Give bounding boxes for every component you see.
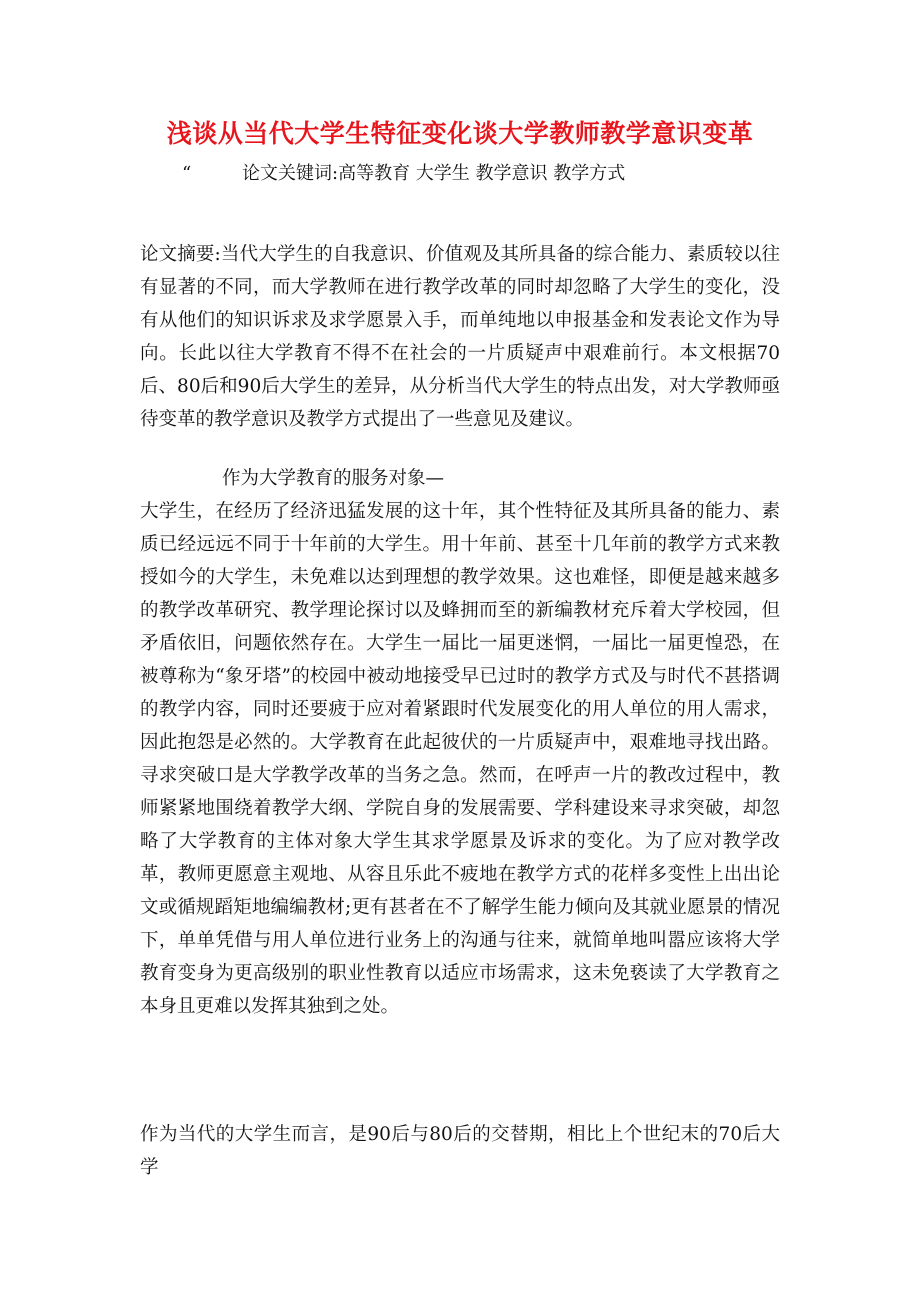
- document-title: 浅谈从当代大学生特征变化谈大学教师教学意识变革: [166, 119, 754, 148]
- body-paragraph-1: 大学生，在经历了经济迅猛发展的这十年，其个性特征及其所具备的能力、素质已经远远不同于十年前的大学生。用十年前、甚至十几年前的教学方式来教授如今的大学生，未免难以达到理想的教学效果。这也难怪，即便是越来越多的教学改革研究、教学理论探讨以及蜂拥而至的新编教材充斥着大学校园，但矛盾依旧，问题依然存在。大学生一届比一届更迷惘，一届比一届更惶恐，在被尊称为“象牙塔”的校园中被动地接受早已过时的教学方式及与时代不甚搭调的教学内容，同时还要疲于应对着紧跟时代发展变化的用人单位的用人需求，因此抱怨是必然的。大学教育在此起彼伏的一片质疑声中，艰难地寻找出路。寻求突破口是大学教学改革的当务之急。然而，在呼声一片的教改过程中，教师紧紧地围绕着教学大纲、学院自身的发展需要、学科建设来寻求突破，却忽略了大学教育的主体对象大学生其求学愿景及诉求的变化。为了应对教学改革，教师更愿意主观地、从容且乐此不疲地在教学方式的花样多变性上出出论文或循规蹈矩地编编教材;更有甚者在不了解学生能力倾向及其就业愿景的情况下，单单凭借与用人单位进行业务上的沟通与往来，就简单地叫嚣应该将大学教育变身为更高级别的职业性教育以适应市场需求，这未免亵读了大学教育之本身且更难以发挥其独到之处。: [140, 501, 780, 1017]
- lead-line: 作为大学教育的服务对象—: [222, 468, 445, 489]
- keywords-quote-mark: “: [182, 163, 192, 184]
- keywords-line: 论文关键词:高等教育 大学生 教学意识 教学方式: [242, 163, 626, 184]
- body-paragraph-2: 作为当代的大学生而言，是90后与80后的交替期，相比上个世纪末的70后大学: [140, 1124, 780, 1178]
- abstract-paragraph: 论文摘要:当代大学生的自我意识、价值观及其所具备的综合能力、素质较以往有显著的不同，而大学教师在进行教学改革的同时却忽略了大学生的变化，没有从他们的知识诉求及求学愿景入手，而单纯地以申报基金和发表论文作为导向。长此以往大学教育不得不在社会的一片质疑声中艰难前行。本文根据70后、80后和90后大学生的差异，从分析当代大学生的特点出发，对大学教师亟待变革的教学意识及教学方式提出了一些意见及建议。: [140, 244, 780, 430]
